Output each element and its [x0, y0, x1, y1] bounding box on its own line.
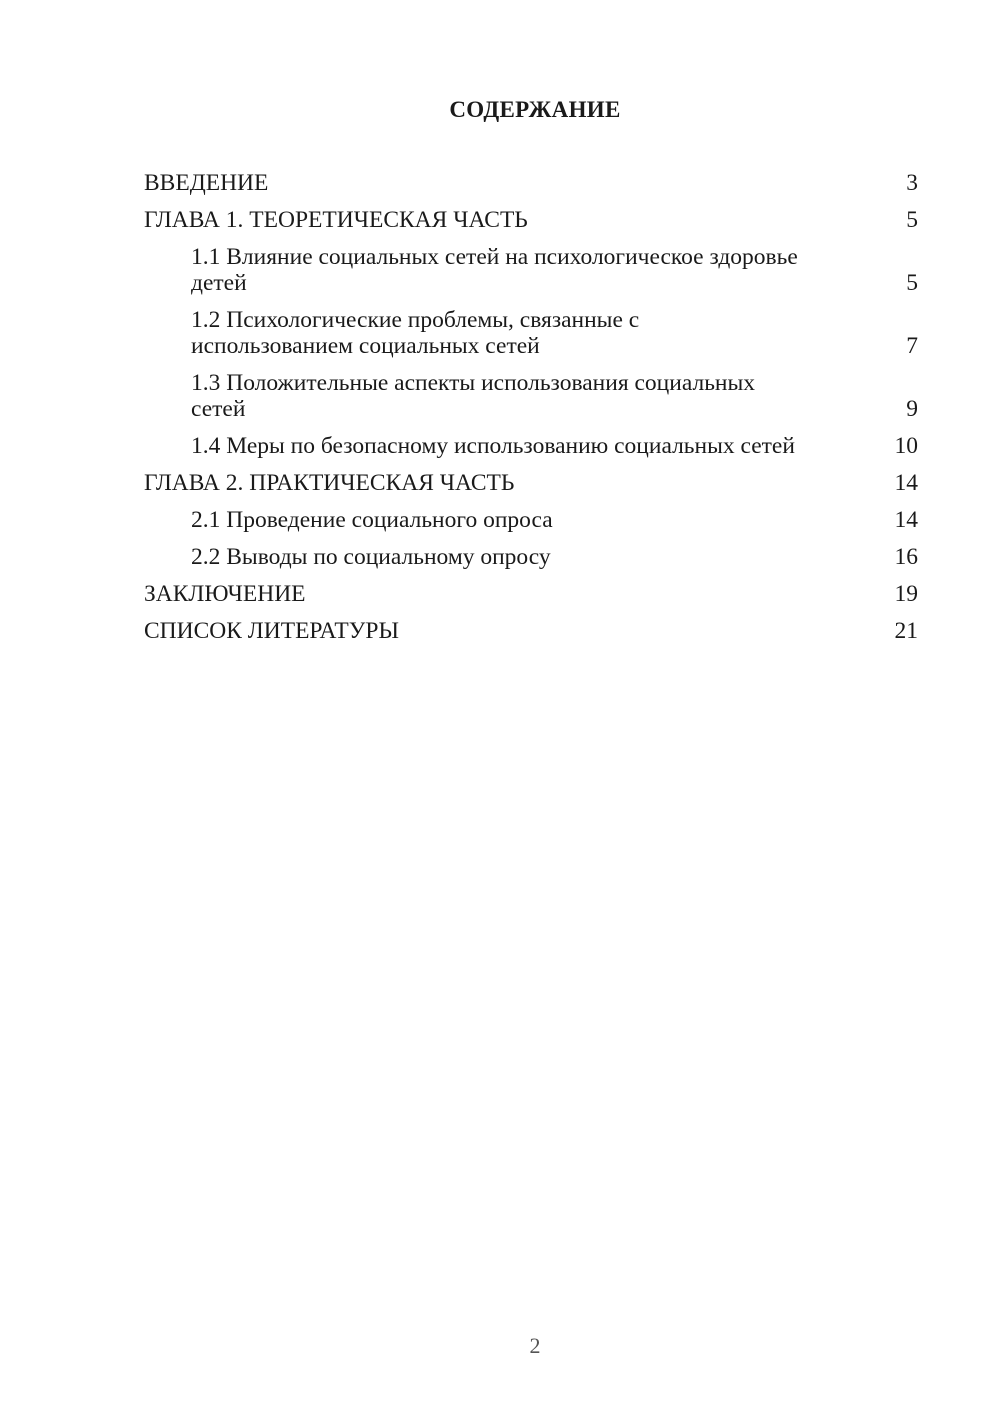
toc-entry-label: 2.2 Выводы по социальному опросу [191, 544, 551, 570]
toc-entry-page: 14 [894, 470, 918, 496]
toc-entry-section-2-2[interactable] [144, 544, 918, 570]
table-of-contents [144, 170, 918, 655]
toc-entry-page: 10 [894, 433, 918, 459]
toc-entry-section-1-4[interactable] [144, 433, 918, 459]
toc-entry-section-1-3[interactable] [144, 370, 918, 422]
toc-entry-page: 19 [894, 581, 918, 607]
toc-entry-section-1-1[interactable] [144, 244, 918, 296]
toc-entry-section-2-1[interactable] [144, 507, 918, 533]
toc-entry-page: 21 [894, 618, 918, 644]
toc-entry-chapter-2[interactable] [144, 470, 918, 496]
toc-entry-section-1-2[interactable] [144, 307, 918, 359]
toc-entry-chapter-1[interactable] [144, 207, 918, 233]
toc-entry-label: 1.1 Влияние социальных сетей на психологическое здоровье детей [191, 244, 798, 296]
toc-entry-label: ЗАКЛЮЧЕНИЕ [144, 581, 306, 607]
toc-entry-page: 16 [894, 544, 918, 570]
toc-entry-label: ГЛАВА 1. ТЕОРЕТИЧЕСКАЯ ЧАСТЬ [144, 207, 528, 233]
page-number: 2 [529, 1333, 541, 1358]
toc-entry-label: СПИСОК ЛИТЕРАТУРЫ [144, 618, 399, 644]
toc-entry-label: 1.4 Меры по безопасному использованию социальных сетей [191, 433, 795, 459]
toc-entry-conclusion[interactable] [144, 581, 918, 607]
toc-entry-page: 7 [906, 333, 918, 359]
toc-entry-references[interactable] [144, 618, 918, 644]
toc-entry-label: 1.3 Положительные аспекты использования социальных сетей [191, 370, 756, 422]
toc-entry-page: 5 [906, 207, 918, 233]
toc-title: СОДЕРЖАНИЕ [449, 97, 621, 122]
toc-entry-introduction[interactable] [144, 170, 918, 196]
toc-entry-page: 5 [906, 270, 918, 296]
toc-entry-label: 1.2 Психологические проблемы, связанные с использованием социальных сетей [191, 307, 640, 359]
toc-entry-page: 14 [894, 507, 918, 533]
toc-entry-label: ВВЕДЕНИЕ [144, 170, 269, 196]
toc-entry-page: 9 [906, 396, 918, 422]
toc-entry-label: ГЛАВА 2. ПРАКТИЧЕСКАЯ ЧАСТЬ [144, 470, 515, 496]
toc-entry-page: 3 [906, 170, 918, 196]
toc-entry-label: 2.1 Проведение социального опроса [191, 507, 553, 533]
